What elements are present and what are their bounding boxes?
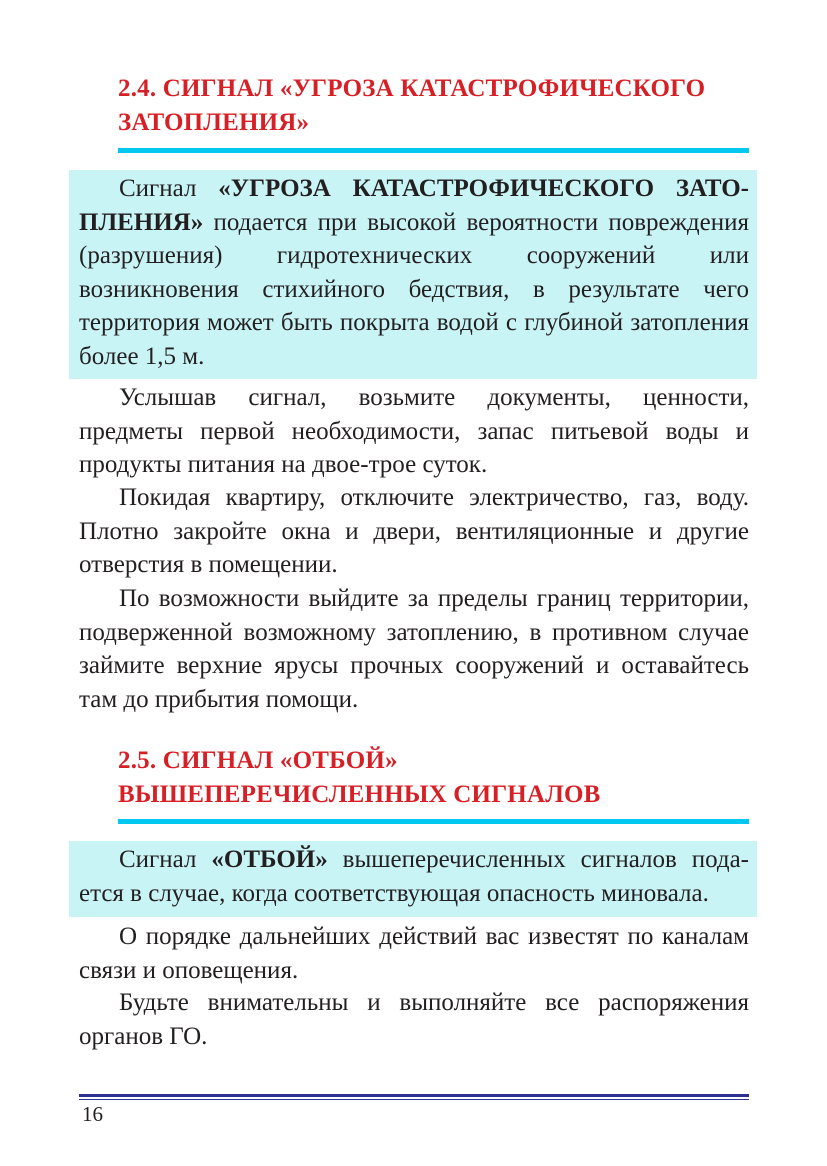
- paragraph-4: О порядке дальнейших действий вас известят по каналам связи и оповещения.: [79, 923, 749, 984]
- paragraph-3: По возможности выйдите за пределы границ территории, подверженной возможному затоплению, в противном случае займите верхние ярусы прочных сооружений и оставайтесь там до прибытия помощи.: [79, 585, 749, 713]
- paragraph-5: Будьте внимательны и выполняйте все распоряжения органов ГО.: [79, 989, 749, 1050]
- highlight-paragraph: [79, 172, 749, 373]
- highlight-text: подается при высокой вероятности повреждения (разрушения) гидротехнических сооружений или возникновения стихийного бедствия, в результате чего территория может быть покрыта водой с глубиной затопления более 1,5 м.: [79, 208, 749, 370]
- highlight-lead: Сигнал: [119, 175, 219, 202]
- section-title-rule: [118, 819, 749, 824]
- section-title-2-4-line1: 2.4. СИГНАЛ «УГРОЗА КАТАСТРОФИЧЕСКОГО: [118, 75, 706, 102]
- highlight-lead: Сигнал: [119, 846, 212, 873]
- section-title-rule: [118, 148, 749, 153]
- section-title-2-5-line2: ВЫШЕПЕРЕЧИСЛЕННЫХ СИГНАЛОВ: [118, 781, 601, 808]
- section-title-2-5-line1: 2.5. СИГНАЛ «ОТБОЙ»: [118, 747, 398, 774]
- signal-name: «ОТБОЙ»: [211, 846, 328, 873]
- paragraph-2: Покидая квартиру, отключите электричество, газ, воду. Плотно закройте окна и двери, вентиляционные и другие отверстия в помещении.: [79, 484, 749, 578]
- section-title-2-4-line2: ЗАТОПЛЕНИЯ»: [118, 109, 310, 136]
- footer-rule-thin: [79, 1099, 749, 1100]
- highlight-paragraph: [79, 843, 749, 910]
- signal-name: «УГРОЗА КАТАСТРОФИЧЕСКОГО ЗАТОПЛЕНИЯ»: [79, 175, 749, 236]
- paragraph-1: Услышав сигнал, возьмите документы, ценности, предметы первой необходимости, запас питьевой воды и продукты питания на двое-трое суток.: [79, 384, 749, 478]
- page-number: 16: [82, 1102, 103, 1126]
- section-title-2-4: [118, 72, 758, 140]
- highlight-text: вышеперечисленных сигналов подается в случае, когда соответствующая опасность миновала.: [79, 846, 749, 907]
- section-title-2-5: [118, 744, 758, 812]
- footer-rule: [79, 1094, 749, 1097]
